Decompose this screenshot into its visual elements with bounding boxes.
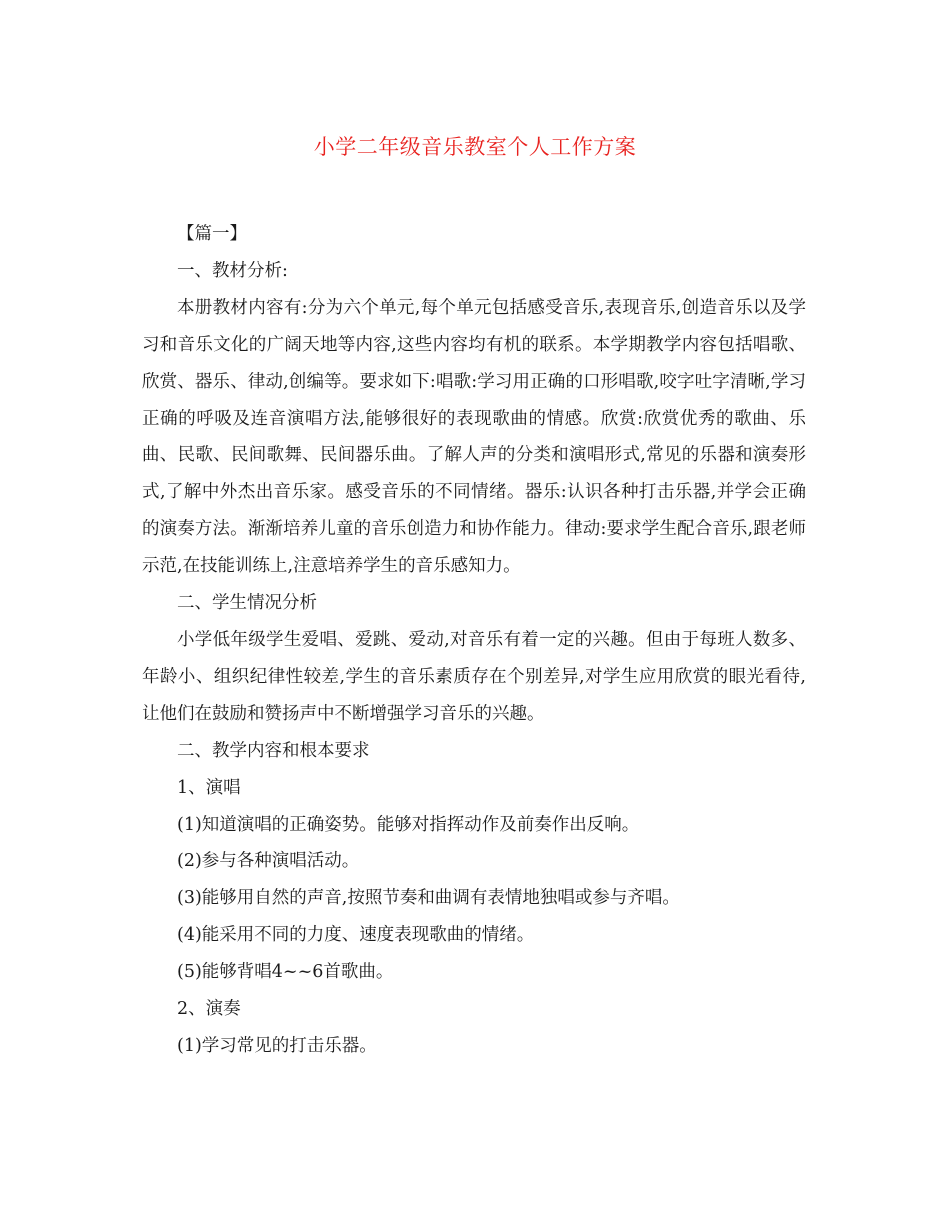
document-title: 小学二年级音乐教室个人工作方案 — [313, 135, 637, 159]
list-item: (5)能够背唱4~~6首歌曲。 — [177, 962, 394, 983]
paragraph-student-analysis: 小学低年级学生爱唱、爱跳、爱动,对音乐有着一定的兴趣。但由于每班人数多、年龄小、组织纪律性较差,学生的音乐素质存在个别差异,对学生应用欣赏的眼光看待,让他们在鼓励和赞扬声中不断增强学习音乐的兴趣。 — [142, 629, 806, 724]
document-body — [142, 216, 806, 1065]
paragraph-textbook-analysis: 本册教材内容有:分为六个单元,每个单元包括感受音乐,表现音乐,创造音乐以及学习和音乐文化的广阔天地等内容,这些内容均有机的联系。本学期教学内容包括唱歌、欣赏、器乐、律动,创编等。要求如下:唱歌:学习用正确的口形唱歌,咬字吐字清晰,学习正确的呼吸及连音演唱方法,能够很好的表现歌曲的情感。欣赏:欣赏优秀的歌曲、乐曲、民歌、民间歌舞、民间器乐曲。了解人声的分类和演唱形式,常见的乐器和演奏形式,了解中外杰出音乐家。感受音乐的不同情绪。器乐:认识各种打击乐器,并学会正确的演奏方法。渐渐培养儿童的音乐创造力和协作能力。律动:要求学生配合音乐,跟老师示范,在技能训练上,注意培养学生的音乐感知力。 — [142, 297, 806, 577]
list-item: (1)学习常见的打击乐器。 — [177, 1035, 377, 1056]
section-heading-2: 二、学生情况分析 — [177, 593, 317, 614]
list-item: (3)能够用自然的声音,按照节奏和曲调有表情地独唱或参与齐唱。 — [177, 888, 680, 909]
section-label: 【篇一】 — [177, 224, 247, 244]
section-heading-3: 二、教学内容和根本要求 — [177, 740, 370, 761]
subsection-performance: 2、演奏 — [177, 999, 241, 1020]
list-item: (4)能采用不同的力度、速度表现歌曲的情绪。 — [177, 925, 535, 946]
list-item: (1)知道演唱的正确姿势。能够对指挥动作及前奏作出反响。 — [177, 814, 640, 835]
list-item: (2)参与各种演唱活动。 — [177, 851, 360, 872]
subsection-singing: 1、演唱 — [177, 777, 241, 798]
section-heading-1: 一、教材分析: — [177, 260, 288, 281]
